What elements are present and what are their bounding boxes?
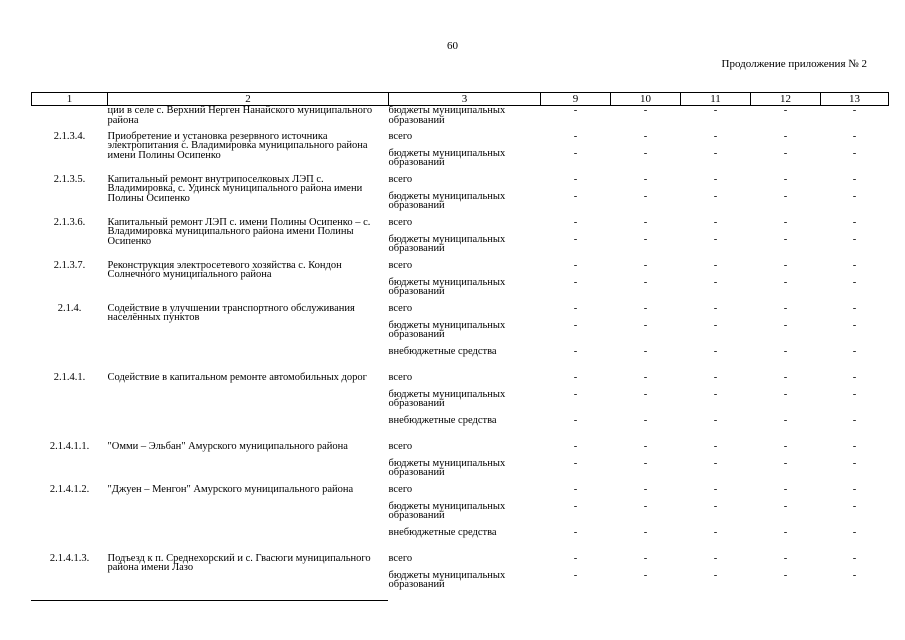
value-cell: - <box>643 569 648 581</box>
value-cell: - <box>783 552 788 564</box>
value-cell: - <box>643 276 648 288</box>
value-cell: - <box>852 319 857 331</box>
table-row <box>32 485 889 502</box>
value-cell: - <box>713 259 718 271</box>
value-cell: - <box>573 105 578 116</box>
value-cell: - <box>783 259 788 271</box>
row-number: 2.1.4.1. <box>53 371 86 383</box>
value-cell: - <box>643 216 648 228</box>
appendix-continuation-label: Продолжение приложения № 2 <box>721 58 867 70</box>
value-cell: - <box>713 414 718 426</box>
value-cell: - <box>573 414 578 426</box>
funding-source: всего <box>388 552 413 564</box>
value-cell: - <box>573 500 578 512</box>
table-row <box>32 132 889 149</box>
value-cell: - <box>783 483 788 495</box>
table-row <box>32 442 889 459</box>
value-cell: - <box>573 130 578 142</box>
activity-name: Капитальный ремонт ЛЭП с. имени Полины Осипенко – с. Владимировка муниципального района имени Полины Осипенко <box>107 216 371 247</box>
value-cell: - <box>713 147 718 159</box>
value-cell: - <box>852 147 857 159</box>
value-cell: - <box>643 345 648 357</box>
funding-source: внебюджетные средства <box>388 345 497 357</box>
value-cell: - <box>643 526 648 538</box>
value-cell: - <box>852 500 857 512</box>
value-cell: - <box>713 457 718 469</box>
funding-source: бюджеты муниципальных образований <box>388 233 506 254</box>
value-cell: - <box>783 414 788 426</box>
funding-source: внебюджетные средства <box>388 526 497 538</box>
value-cell: - <box>643 414 648 426</box>
value-cell: - <box>713 302 718 314</box>
value-cell: - <box>852 440 857 452</box>
value-cell: - <box>713 105 718 116</box>
value-cell: - <box>573 483 578 495</box>
value-cell: - <box>852 276 857 288</box>
table-header-row <box>32 93 889 106</box>
value-cell: - <box>713 440 718 452</box>
value-cell: - <box>852 388 857 400</box>
value-cell: - <box>852 526 857 538</box>
value-cell: - <box>643 457 648 469</box>
value-cell: - <box>643 173 648 185</box>
page-number: 60 <box>447 40 458 52</box>
row-number: 2.1.3.6. <box>53 216 86 228</box>
funding-source: бюджеты муниципальных образований <box>388 569 506 590</box>
value-cell: - <box>713 216 718 228</box>
funding-source: всего <box>388 216 413 228</box>
value-cell: - <box>852 371 857 383</box>
table-row <box>32 373 889 390</box>
funding-source: внебюджетные средства <box>388 414 497 426</box>
value-cell: - <box>713 233 718 245</box>
funding-source: бюджеты муниципальных образований <box>388 388 506 409</box>
activity-name: Приобретение и установка резервного источника электропитания с. Владимировка муниципального района имени Полины Осипенко <box>107 130 368 161</box>
value-cell: - <box>713 345 718 357</box>
funding-source: бюджеты муниципальных образований <box>388 319 506 340</box>
funding-source: бюджеты муниципальных образований <box>388 457 506 478</box>
value-cell: - <box>643 105 648 116</box>
value-cell: - <box>573 440 578 452</box>
value-cell: - <box>643 259 648 271</box>
value-cell: - <box>573 319 578 331</box>
value-cell: - <box>852 216 857 228</box>
value-cell: - <box>852 483 857 495</box>
value-cell: - <box>783 216 788 228</box>
value-cell: - <box>852 569 857 581</box>
value-cell: - <box>852 457 857 469</box>
column-header: 3 <box>389 93 541 106</box>
value-cell: - <box>643 147 648 159</box>
value-cell: - <box>713 569 718 581</box>
activity-name: Содействие в капитальном ремонте автомобильных дорог <box>107 371 367 383</box>
value-cell: - <box>643 233 648 245</box>
program-table <box>31 92 889 597</box>
row-number: 2.1.4.1.2. <box>49 483 90 495</box>
funding-source: всего <box>388 130 413 142</box>
value-cell: - <box>783 173 788 185</box>
table-row <box>32 554 889 571</box>
value-cell: - <box>643 302 648 314</box>
value-cell: - <box>783 147 788 159</box>
footnote-rule <box>31 600 388 601</box>
value-cell: - <box>573 233 578 245</box>
activity-name: ции в селе с. Верхний Нерген Нанайского муниципального района <box>107 105 373 126</box>
value-cell: - <box>783 319 788 331</box>
row-number: 2.1.4. <box>57 302 82 314</box>
value-cell: - <box>852 130 857 142</box>
value-cell: - <box>643 319 648 331</box>
value-cell: - <box>713 552 718 564</box>
value-cell: - <box>783 388 788 400</box>
funding-source: всего <box>388 259 413 271</box>
value-cell: - <box>852 190 857 202</box>
table-row <box>32 261 889 278</box>
value-cell: - <box>713 526 718 538</box>
value-cell: - <box>713 319 718 331</box>
activity-name: Капитальный ремонт внутрипоселковых ЛЭП с. Владимировка, с. Удинск муниципального района имени Полины Осипенко <box>107 173 363 204</box>
table-body <box>32 106 889 597</box>
activity-name: "Джуен – Менгон" Амурского муниципального района <box>107 483 354 495</box>
row-number: 2.1.4.1.1. <box>49 440 90 452</box>
funding-source: бюджеты муниципальных образований <box>388 500 506 521</box>
column-header: 12 <box>751 93 821 106</box>
value-cell: - <box>783 345 788 357</box>
funding-source: всего <box>388 483 413 495</box>
value-cell: - <box>783 569 788 581</box>
value-cell: - <box>573 569 578 581</box>
value-cell: - <box>852 414 857 426</box>
funding-source: всего <box>388 440 413 452</box>
value-cell: - <box>713 173 718 185</box>
value-cell: - <box>713 371 718 383</box>
table-row <box>32 175 889 192</box>
value-cell: - <box>783 526 788 538</box>
value-cell: - <box>852 173 857 185</box>
funding-source: бюджеты муниципальных образований <box>388 190 506 211</box>
value-cell: - <box>643 440 648 452</box>
value-cell: - <box>573 552 578 564</box>
row-number: 2.1.3.7. <box>53 259 86 271</box>
row-number <box>32 106 108 132</box>
row-number: 2.1.4.1.3. <box>49 552 90 564</box>
value-cell: - <box>643 371 648 383</box>
funding-source: всего <box>388 371 413 383</box>
value-cell: - <box>573 388 578 400</box>
value-cell: - <box>852 345 857 357</box>
value-cell: - <box>573 526 578 538</box>
value-cell: - <box>643 388 648 400</box>
value-cell: - <box>783 233 788 245</box>
value-cell: - <box>783 440 788 452</box>
value-cell: - <box>783 276 788 288</box>
row-number: 2.1.3.5. <box>53 173 86 185</box>
column-header: 2 <box>108 93 389 106</box>
value-cell: - <box>643 500 648 512</box>
funding-source: всего <box>388 173 413 185</box>
value-cell: - <box>852 233 857 245</box>
value-cell: - <box>713 500 718 512</box>
activity-name: "Омми – Эльбан" Амурского муниципального района <box>107 440 348 452</box>
value-cell: - <box>713 130 718 142</box>
value-cell: - <box>783 190 788 202</box>
value-cell: - <box>573 190 578 202</box>
funding-source: бюджеты муниципальных образований <box>388 276 506 297</box>
value-cell: - <box>783 371 788 383</box>
column-header: 10 <box>611 93 681 106</box>
value-cell: - <box>713 483 718 495</box>
value-cell: - <box>713 388 718 400</box>
value-cell: - <box>713 190 718 202</box>
value-cell: - <box>852 259 857 271</box>
value-cell: - <box>783 105 788 116</box>
value-cell: - <box>713 276 718 288</box>
value-cell: - <box>852 105 857 116</box>
value-cell: - <box>573 276 578 288</box>
value-cell: - <box>852 552 857 564</box>
column-header: 1 <box>32 93 108 106</box>
value-cell: - <box>783 130 788 142</box>
value-cell: - <box>573 302 578 314</box>
value-cell: - <box>573 345 578 357</box>
funding-source: бюджеты муниципальных образований <box>388 147 506 168</box>
value-cell: - <box>783 457 788 469</box>
table-row <box>32 106 889 132</box>
table-row <box>32 304 889 321</box>
column-header: 9 <box>541 93 611 106</box>
value-cell: - <box>573 457 578 469</box>
column-header: 11 <box>681 93 751 106</box>
value-cell: - <box>573 216 578 228</box>
row-number: 2.1.3.4. <box>53 130 86 142</box>
funding-source: бюджеты муниципальных образований <box>388 105 506 126</box>
value-cell: - <box>783 302 788 314</box>
value-cell: - <box>643 552 648 564</box>
value-cell: - <box>643 190 648 202</box>
value-cell: - <box>573 259 578 271</box>
activity-name: Содействие в улучшении транспортного обслуживания населённых пунктов <box>107 302 355 323</box>
value-cell: - <box>643 130 648 142</box>
activity-name: Подъезд к п. Среднехорский и с. Гвасюги муниципального района имени Лазо <box>107 552 371 573</box>
value-cell: - <box>783 500 788 512</box>
value-cell: - <box>573 173 578 185</box>
activity-name: Реконструкция электросетевого хозяйства с. Кондон Солнечного муниципального района <box>107 259 342 280</box>
value-cell: - <box>573 147 578 159</box>
column-header: 13 <box>821 93 889 106</box>
value-cell: - <box>573 371 578 383</box>
value-cell: - <box>643 483 648 495</box>
funding-source: всего <box>388 302 413 314</box>
table-row <box>32 218 889 235</box>
value-cell: - <box>852 302 857 314</box>
